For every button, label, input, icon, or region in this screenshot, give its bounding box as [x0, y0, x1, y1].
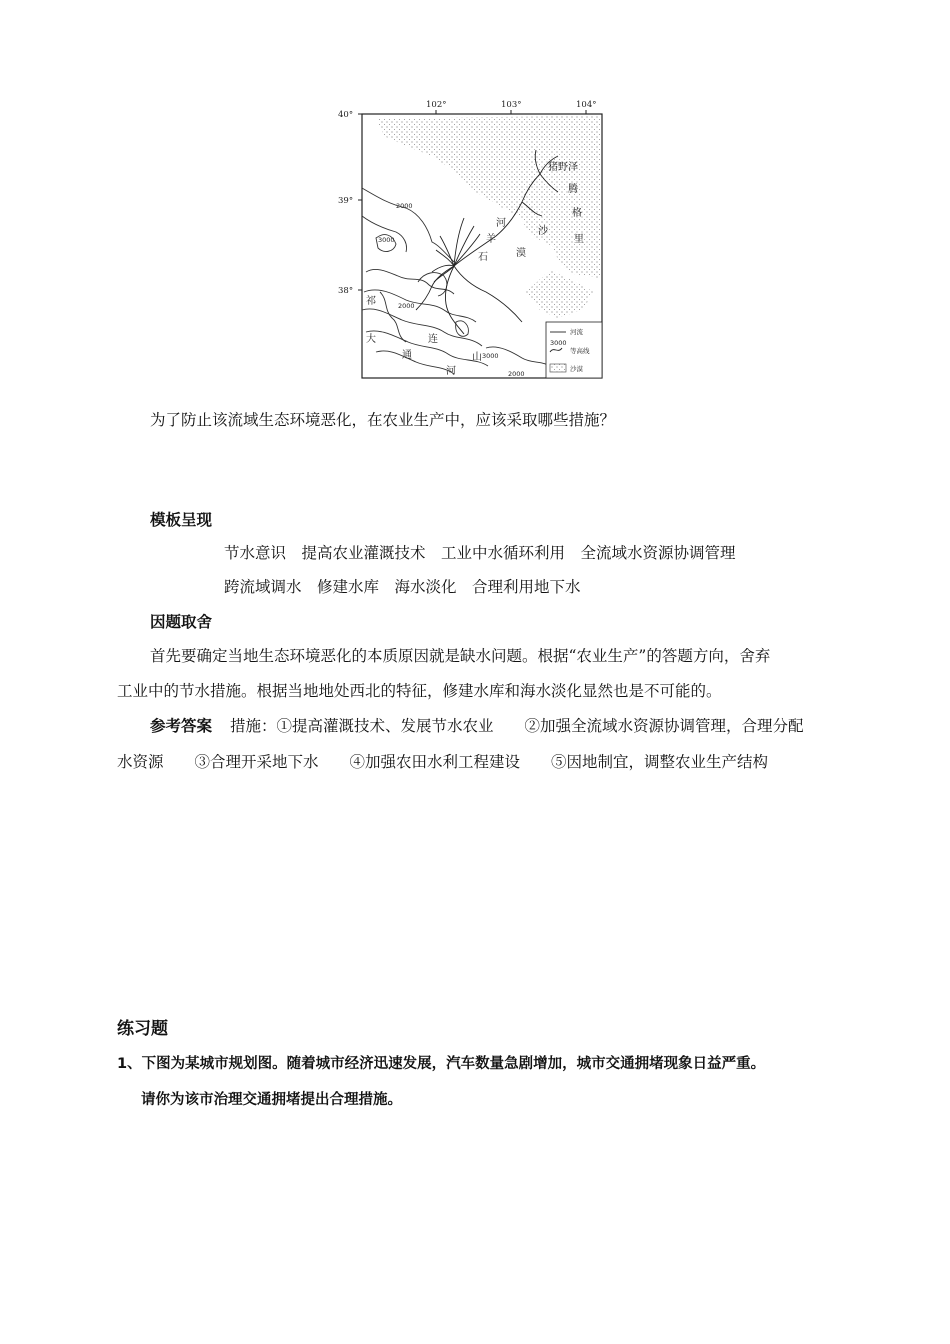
contour-label: 3000: [378, 236, 395, 244]
contour-label: 2000: [398, 302, 415, 310]
label-yang: 羊: [486, 234, 496, 245]
question-text: 为了防止该流域生态环境恶化，在农业生产中，应该采取哪些措施？: [150, 411, 616, 429]
answer-heading: 参考答案: [150, 717, 213, 735]
lon-label-102: 102°: [426, 100, 447, 110]
exercise-q1-line-2: 请你为该市治理交通拥堵提出合理措施。: [141, 1092, 402, 1108]
label-ge: 格: [572, 208, 582, 219]
map-legend: [546, 322, 602, 378]
answer-line-1-wrap: [150, 716, 804, 736]
label-qi: 祁: [366, 296, 376, 307]
template-line-1: 节水意识 提高农业灌溉技术 工业中水循环利用 全流域水资源协调管理: [224, 544, 736, 562]
lat-label-40: 40°: [338, 110, 354, 120]
label-teng: 腾: [568, 184, 578, 195]
label-sha: 沙: [538, 226, 548, 237]
template-heading: 模板呈现: [150, 511, 213, 529]
label-mo: 漠: [516, 248, 526, 259]
selection-line-1: 首先要确定当地生态环境恶化的本质原因就是缺水问题。根据“农业生产”的答题方向，舍弃: [150, 647, 771, 665]
label-tong: 通: [402, 350, 412, 361]
label-zhuyeze: 猪野泽: [548, 162, 578, 173]
shiyang-river-basin-map: [336, 96, 616, 388]
legend-desert-label: 沙漠: [570, 365, 583, 373]
lon-label-103: 103°: [501, 100, 522, 110]
label-lian: 连: [428, 334, 438, 345]
legend-contour-label: 等高线: [570, 347, 590, 355]
selection-line-2: 工业中的节水措施。根据当地地处西北的特征，修建水库和海水淡化显然也是不可能的。: [117, 682, 722, 700]
exercise-q1-line-1: 1、下图为某城市规划图。随着城市经济迅速发展，汽车数量急剧增加，城市交通拥堵现象日益严重。: [117, 1056, 766, 1072]
label-shi: 石: [478, 252, 488, 263]
contour-label: 2000: [396, 202, 413, 210]
lat-label-39: 39°: [338, 196, 354, 206]
answer-line-2: 水资源 ③合理开采地下水 ④加强农田水利工程建设 ⑤因地制宜，调整农业生产结构: [117, 753, 769, 771]
template-line-2: 跨流域调水 修建水库 海水淡化 合理利用地下水: [224, 578, 581, 596]
label-shiyang-he: 河: [496, 218, 506, 229]
contour-label: 2000: [508, 370, 525, 378]
label-li: 里: [574, 234, 584, 245]
answer-line-1: 措施：①提高灌溉技术、发展节水农业 ②加强全流域水资源协调管理，合理分配: [230, 717, 804, 735]
legend-contour-value: 3000: [550, 339, 567, 347]
selection-heading: 因题取舍: [150, 613, 213, 631]
label-da: 大: [366, 334, 376, 345]
exercise-heading: 练习题: [117, 1019, 168, 1039]
lat-label-38: 38°: [338, 286, 354, 296]
legend-river-label: 河流: [570, 328, 583, 336]
lon-label-104: 104°: [576, 100, 597, 110]
label-shan: 山: [472, 352, 482, 363]
contour-label: 3000: [482, 352, 499, 360]
label-he: 河: [446, 366, 456, 377]
